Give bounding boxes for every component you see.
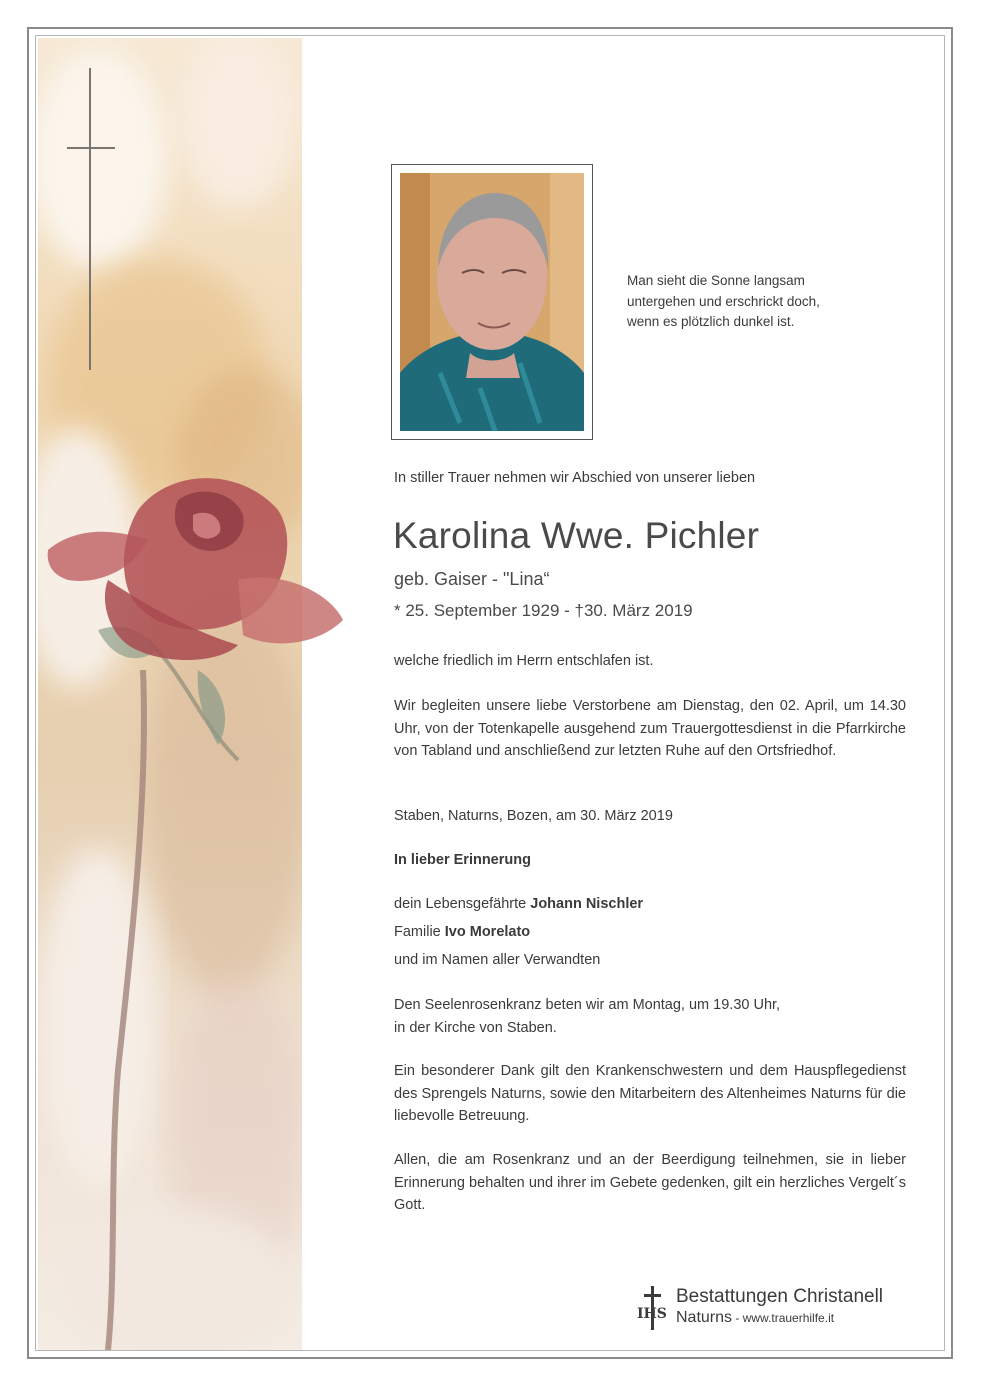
mourner-name: Ivo Morelato (444, 924, 531, 940)
rosary-line: Den Seelenrosenkranz beten wir am Montag, um 19.30 Uhr, (394, 997, 781, 1013)
cross-icon (67, 68, 117, 370)
funeral-home-logo (636, 1284, 926, 1334)
birth-name: geb. Gaiser - "Lina“ (394, 569, 550, 589)
rose-illustration (38, 470, 358, 1350)
quote (627, 271, 887, 333)
rosary-text (394, 994, 906, 1039)
mourner-prefix: und im Namen aller Verwandten (394, 952, 601, 968)
quote-line: untergehen und erschrickt doch, (627, 293, 820, 309)
peaceful-text: welche friedlich im Herrn entschlafen ist. (394, 653, 654, 669)
portrait-image (400, 173, 584, 431)
funeral-text: Wir begleiten unsere liebe Verstorbene am Dienstag, den 02. April, um 14.30 Uhr, von der Totenkapelle ausgehend zum Trauergottesdienst in die Pfarrkirche von Tabland und anschließend zur letzten Ruhe auf den Ortsfriedhof. (394, 698, 906, 759)
mourner-line (394, 921, 906, 944)
ihs-cross-icon (636, 1286, 670, 1330)
intro-text: In stiller Trauer nehmen wir Abschied von unserer lieben (394, 470, 756, 486)
quote-line: wenn es plötzlich dunkel ist. (627, 314, 795, 329)
website-link[interactable]: www.trauerhilfe.it (742, 1311, 835, 1325)
funeral-home-name: Bestattungen Christanell (676, 1286, 884, 1307)
mourner-line (394, 893, 906, 916)
thanks-text: Ein besonderer Dank gilt den Krankenschwestern und dem Hauspflegedienst des Sprengels Naturns, sowie den Mitarbeitern des Altenheimes Naturns für die liebevolle Betreuung. (394, 1063, 906, 1124)
location-text: Naturns (676, 1309, 733, 1326)
rosary-line: in der Kirche von Staben. (394, 1019, 557, 1036)
svg-text:IHS: IHS (637, 1306, 667, 1322)
memory-heading: In lieber Erinnerung (394, 852, 531, 868)
funeral-home-location (676, 1309, 834, 1327)
portrait-photo (400, 173, 584, 431)
mourner-prefix: Familie (394, 924, 445, 940)
deceased-name: Karolina Wwe. Pichler (393, 515, 760, 556)
location-separator: - (732, 1311, 743, 1325)
mourner-name: Johann Nischler (530, 896, 644, 912)
closing-text: Allen, die am Rosenkranz und an der Beerdigung teilnehmen, sie in lieber Erinnerung behalten und ihrer im Gebete gedenken, gilt ein herzliches Vergelt´s Gott. (394, 1152, 906, 1213)
quote-line: Man sieht die Sonne langsam (627, 273, 805, 288)
life-dates: * 25. September 1929 - †30. März 2019 (394, 601, 693, 620)
place-date: Staben, Naturns, Bozen, am 30. März 2019 (394, 808, 673, 824)
portrait-frame (391, 164, 593, 440)
mourner-prefix: dein Lebensgefährte (394, 896, 531, 912)
mourner-line (394, 949, 906, 972)
